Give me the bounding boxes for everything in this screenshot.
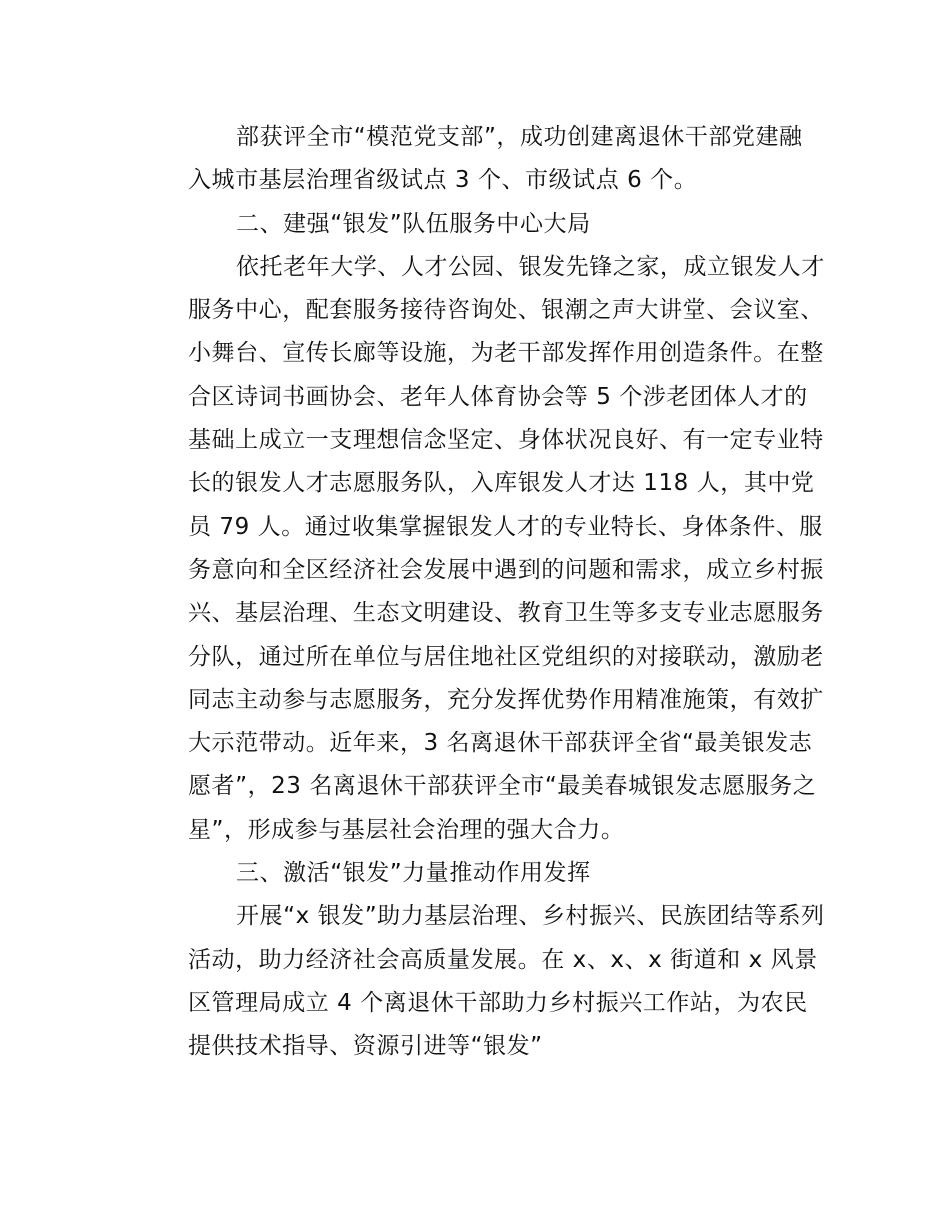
document-body bbox=[140, 116, 825, 1069]
text-line: 务意向和全区经济社会发展中遇到的问题和需求，成立乡村振 bbox=[188, 556, 824, 583]
text-line: 提供技术指导、资源引进等“银发” bbox=[188, 1033, 543, 1060]
text-line: 兴、基层治理、生态文明建设、教育卫生等多支专业志愿服务 bbox=[188, 600, 824, 627]
text-line: 小舞台、宣传长廊等设施，为老干部发挥作用创造条件。在整 bbox=[188, 340, 824, 367]
text-line: 部获评全市“模范党支部”，成功创建离退休干部党建融 bbox=[236, 124, 803, 150]
paragraph-service-team bbox=[140, 246, 825, 852]
text-line: 入城市基层治理省级试点 3 个、市级试点 6 个。 bbox=[188, 167, 698, 194]
text-line: 愿者”，23 名离退休干部获评全市“最美春城银发志愿服务之 bbox=[188, 773, 817, 800]
text-line: 同志主动参与志愿服务，充分发挥优势作用精准施策，有效扩 bbox=[188, 686, 824, 713]
text-line: 员 79 人。通过收集掌握银发人才的专业特长、身体条件、服 bbox=[188, 513, 823, 540]
section-heading-3 bbox=[140, 852, 812, 895]
text-line: 分队，通过所在单位与居住地社区党组织的对接联动，激励老 bbox=[188, 643, 824, 670]
text-line: 大示范带动。近年来，3 名离退休干部获评全省“最美银发志 bbox=[188, 730, 813, 757]
text-line: 长的银发人才志愿服务队，入库银发人才达 118 人，其中党 bbox=[188, 470, 815, 497]
text-line: 服务中心，配套服务接待咨询处、银潮之声大讲堂、会议室、 bbox=[188, 297, 824, 324]
heading-text: 三、激活“银发”力量推动作用发挥 bbox=[236, 860, 591, 887]
text-line: 开展“x 银发”助力基层治理、乡村振兴、民族团结等系列 bbox=[236, 903, 825, 930]
text-line: 区管理局成立 4 个离退休干部助力乡村振兴工作站，为农民 bbox=[188, 989, 808, 1016]
text-line: 活动，助力经济社会高质量发展。在 x、x、x 街道和 x 风景 bbox=[188, 946, 818, 973]
paragraph-party-branch bbox=[140, 116, 812, 203]
text-line: 星”，形成参与基层社会治理的强大合力。 bbox=[188, 816, 625, 843]
text-line: 合区诗词书画协会、老年人体育协会等 5 个涉老团体人才的 bbox=[188, 383, 808, 410]
text-line: 依托老年大学、人才公园、银发先锋之家，成立银发人才 bbox=[236, 253, 825, 280]
heading-text: 二、建强“银发”队伍服务中心大局 bbox=[236, 210, 591, 237]
paragraph-silver-activities bbox=[140, 895, 825, 1068]
text-line: 基础上成立一支理想信念坚定、身体状况良好、有一定专业特 bbox=[188, 427, 824, 454]
section-heading-2 bbox=[140, 203, 812, 246]
